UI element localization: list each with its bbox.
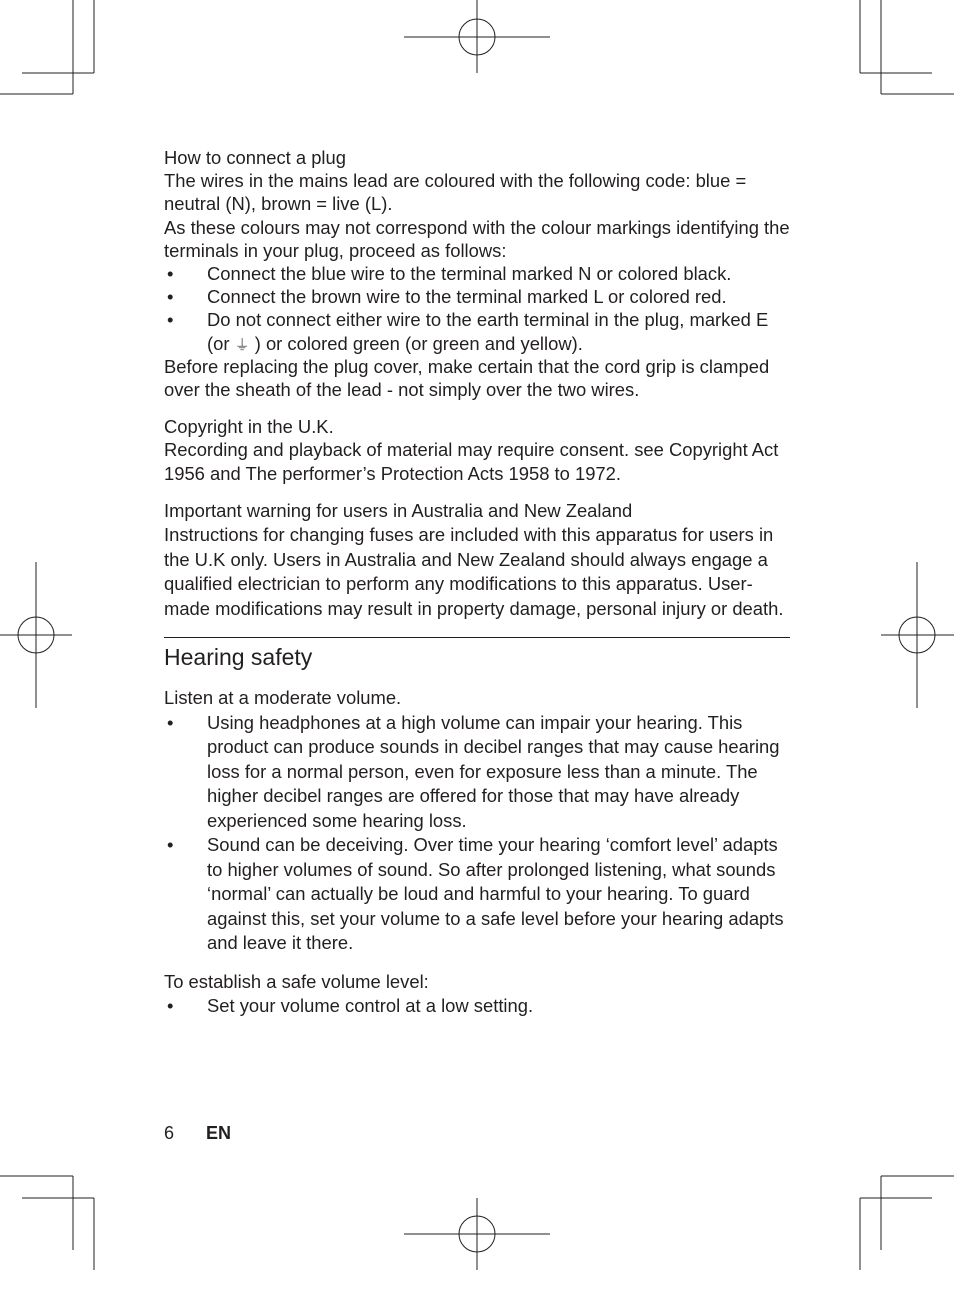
plug-bullet-list bbox=[164, 262, 790, 355]
copyright-section bbox=[164, 415, 790, 485]
hearing-title: Hearing safety bbox=[164, 644, 313, 671]
warning-section bbox=[164, 499, 790, 622]
registration-mark-right bbox=[881, 562, 954, 708]
copyright-text: Recording and playback of material may require consent. see Copyright Act 1956 and The performer’s Protection Acts 1958 to 1972. bbox=[164, 439, 779, 484]
language-code: EN bbox=[206, 1123, 232, 1143]
warning-heading: Important warning for users in Australia and New Zealand bbox=[164, 499, 633, 521]
hearing-bullet-list-1 bbox=[164, 711, 790, 956]
list-item bbox=[164, 308, 790, 354]
registration-mark-bottom bbox=[404, 1198, 550, 1270]
bullet-text: ) or colored green (or green and yellow). bbox=[249, 332, 583, 354]
plug-section bbox=[164, 146, 790, 401]
plug-paragraph-1: The wires in the mains lead are coloured with the following code: blue = neutral (N), brown = live (L). bbox=[164, 170, 747, 215]
registration-mark-left bbox=[0, 562, 72, 708]
page-footer bbox=[164, 1121, 231, 1145]
list-item: • Set your volume control at a low setting. bbox=[164, 994, 790, 1019]
page-content bbox=[164, 146, 790, 1019]
list-item: • Using headphones at a high volume can impair your hearing. This product can produce sounds in decibel ranges that may cause hearing loss for a normal person, even for exposure less than a minute. The higher decibel ranges are offered for those that may have already experienced some hearing loss. bbox=[164, 711, 790, 834]
list-item: • Sound can be deceiving. Over time your hearing ‘comfort level’ adapts to higher volumes of sound. So after prolonged listening, what sounds ‘normal’ can actually be loud and harmful to your hearing. To guard against this, set your volume to a safe level before your hearing adapts and leave it there. bbox=[164, 833, 790, 956]
earth-symbol-icon: ⏚ bbox=[234, 336, 250, 354]
registration-mark-top bbox=[404, 0, 550, 73]
bullet-text: Do not connect either wire to the earth terminal in the plug, marked E (or bbox=[207, 309, 769, 354]
list-item: • Connect the blue wire to the terminal marked N or colored black. bbox=[164, 262, 790, 285]
hearing-subheading-2: To establish a safe volume level: bbox=[164, 970, 429, 992]
page-number: 6 bbox=[164, 1123, 175, 1143]
warning-text: Instructions for changing fuses are included with this apparatus for users in the U.K only. Users in Australia and New Zealand should always engage a qualified electrician to perform any modifications to this apparatus. User-made modifications may result in property damage, personal injury or death. bbox=[164, 524, 784, 619]
plug-heading: How to connect a plug bbox=[164, 147, 346, 168]
plug-paragraph-2: As these colours may not correspond with the colour markings identifying the terminals in your plug, proceed as follows: bbox=[164, 216, 790, 261]
plug-paragraph-3: Before replacing the plug cover, make certain that the cord grip is clamped over the sheath of the lead - not simply over the two wires. bbox=[164, 355, 770, 401]
hearing-subheading-1: Listen at a moderate volume. bbox=[164, 687, 402, 709]
hearing-section bbox=[164, 637, 790, 1019]
hearing-bullet-list-2 bbox=[164, 994, 790, 1019]
list-item: • Connect the brown wire to the terminal marked L or colored red. bbox=[164, 285, 790, 308]
copyright-heading: Copyright in the U.K. bbox=[164, 416, 334, 438]
